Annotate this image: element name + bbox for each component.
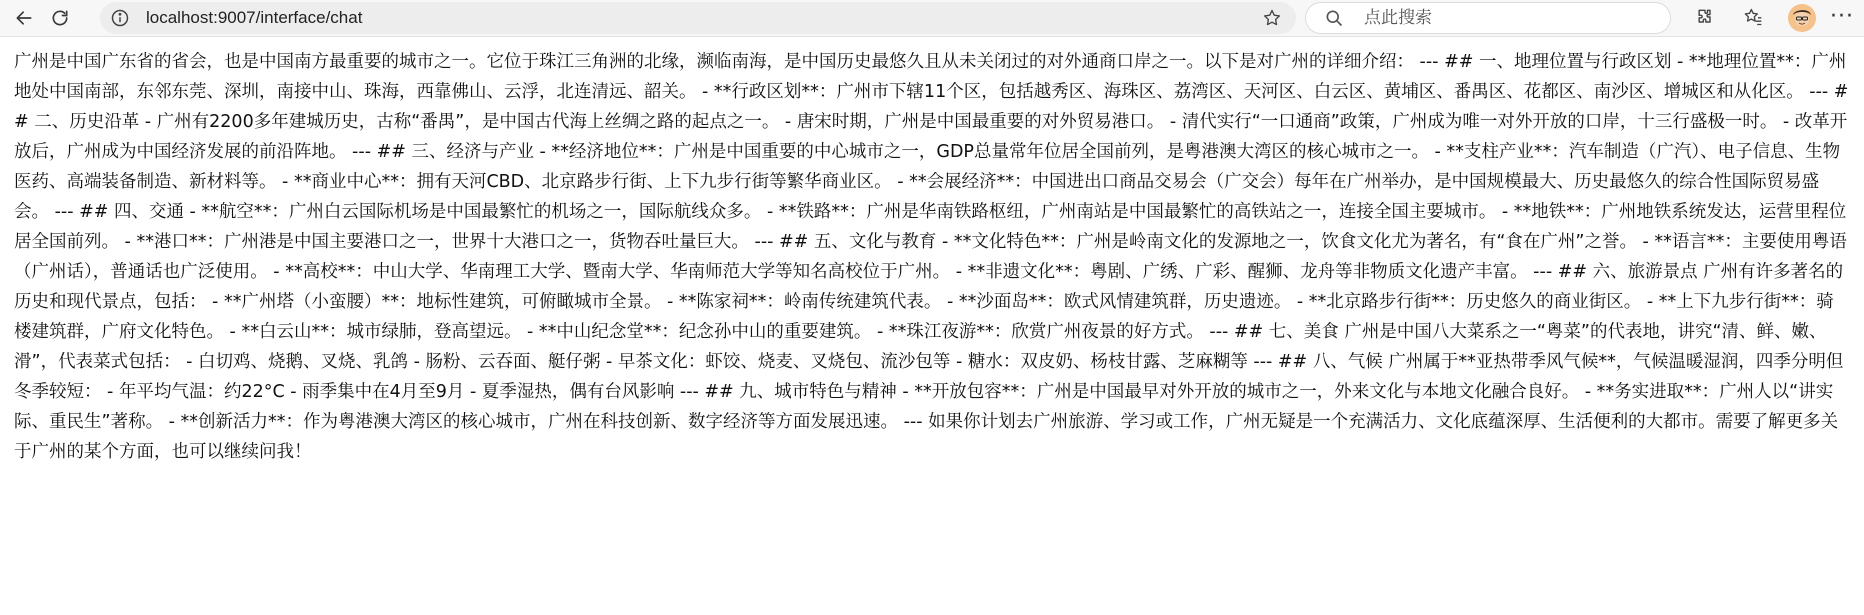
back-arrow-icon[interactable] — [12, 6, 36, 30]
address-bar[interactable] — [100, 2, 1296, 34]
search-input[interactable] — [1362, 7, 1646, 29]
chat-response: 广州是中国广东省的省会，也是中国南方最重要的城市之一。它位于珠江三角洲的北缘，濒临南海，是中国历史最悠久且从未关闭过的对外通商口岸之一。以下是对广州的详细介绍： --- ## 一、地理位置与行政区划 - **地理位置**：广州地处中国南部，东邻东莞、深圳，南接中山、珠海，西靠佛山、云浮，北连清远、韶关。 - **行政区划**：广州市下辖11个区，包括越秀区、海珠区、荔湾区、天河区、白云区、黄埔区、番禺区、花都区、南沙区、增城区和从化区。 --- ## 二、历史沿革 - 广州有2200多年建城历史，古称“番禺”，是中国古代海上丝绸之路的起点之一。 - 唐宋时期，广州是中国最重要的对外贸易港口。 - 清代实行“一口通商”政策，广州成为唯一对外开放的口岸，十三行盛极一时。 - 改革开放后，广州成为中国经济发展的前沿阵地。 --- ## 三、经济与产业 - **经济地位**：广州是中国重要的中心城市之一，GDP总量常年位居全国前列，是粤港澳大湾区的核心城市之一。 - **支柱产业**：汽车制造（广汽）、电子信息、生物医药、高端装备制造、新材料等。 - **商业中心**：拥有天河CBD、北京路步行街、上下九步行街等繁华商业区。 - **会展经济**：中国进出口商品交易会（广交会）每年在广州举办，是中国规模最大、历史最悠久的综合性国际贸易盛会。 --- ## 四、交通 - **航空**：广州白云国际机场是中国最繁忙的机场之一，国际航线众多。 - **铁路**：广州是华南铁路枢纽，广州南站是中国最繁忙的高铁站之一，连接全国主要城市。 - **地铁**：广州地铁系统发达，运营里程位居全国前列。 - **港口**：广州港是中国主要港口之一，世界十大港口之一，货物吞吐量巨大。 --- ## 五、文化与教育 - **文化特色**：广州是岭南文化的发源地之一，饮食文化尤为著名，有“食在广州”之誉。 - **语言**：主要使用粤语（广州话），普通话也广泛使用。 - **高校**：中山大学、华南理工大学、暨南大学、华南师范大学等知名高校位于广州。 - **非遗文化**：粤剧、广绣、广彩、醒狮、龙舟等非物质文化遗产丰富。 --- ## 六、旅游景点 广州有许多著名的历史和现代景点，包括： - **广州塔（小蛮腰）**：地标性建筑，可俯瞰城市全景。 - **陈家祠**：岭南传统建筑代表。 - **沙面岛**：欧式风情建筑群，历史遗迹。 - **北京路步行街**：历史悠久的商业街区。 - **上下九步行街**：骑楼建筑群，广府文化特色。 - **白云山**：城市绿肺，登高望远。 - **中山纪念堂**：纪念孙中山的重要建筑。 - **珠江夜游**：欣赏广州夜景的好方式。 --- ## 七、美食 广州是中国八大菜系之一“粤菜”的代表地，讲究“清、鲜、嫩、滑”，代表菜式包括： - 白切鸡、烧鹅、叉烧、乳鸽 - 肠粉、云吞面、艇仔粥 - 早茶文化：虾饺、烧麦、叉烧包、流沙包等 - 糖水：双皮奶、杨枝甘露、芝麻糊等 --- ## 八、气候 广州属于**亚热带季风气候**，气候温暖湿润，四季分明但冬季较短： - 年平均气温：约22°C - 雨季集中在4月至9月 - 夏季湿热，偶有台风影响 --- ## 九、城市特色与精神 - **开放包容**：广州是中国最早对外开放的城市之一，外来文化与本地文化融合良好。 - **务实进取**：广州人以“讲实际、重民生”著称。 - **创新活力**：作为粤港澳大湾区的核心城市，广州在科技创新、数字经济等方面发展迅速。 --- 如果你计划去广州旅游、学习或工作，广州无疑是一个充满活力、文化底蕴深厚、生活便利的大都市。需要了解更多关于广州的某个方面，也可以继续问我！ — [14, 52, 1849, 462]
more-icon[interactable]: ··· — [1830, 4, 1854, 29]
puzzle-icon[interactable] — [1694, 6, 1716, 28]
url-text[interactable]: localhost:9007/interface/chat — [146, 8, 363, 27]
avatar[interactable] — [1788, 4, 1816, 32]
search-box[interactable] — [1305, 2, 1671, 34]
star-icon[interactable] — [1262, 8, 1282, 28]
favorites-icon[interactable] — [1742, 6, 1764, 28]
search-icon — [1324, 8, 1344, 28]
reload-icon[interactable] — [48, 6, 72, 30]
info-icon[interactable] — [110, 8, 130, 28]
browser-toolbar — [0, 0, 1864, 37]
